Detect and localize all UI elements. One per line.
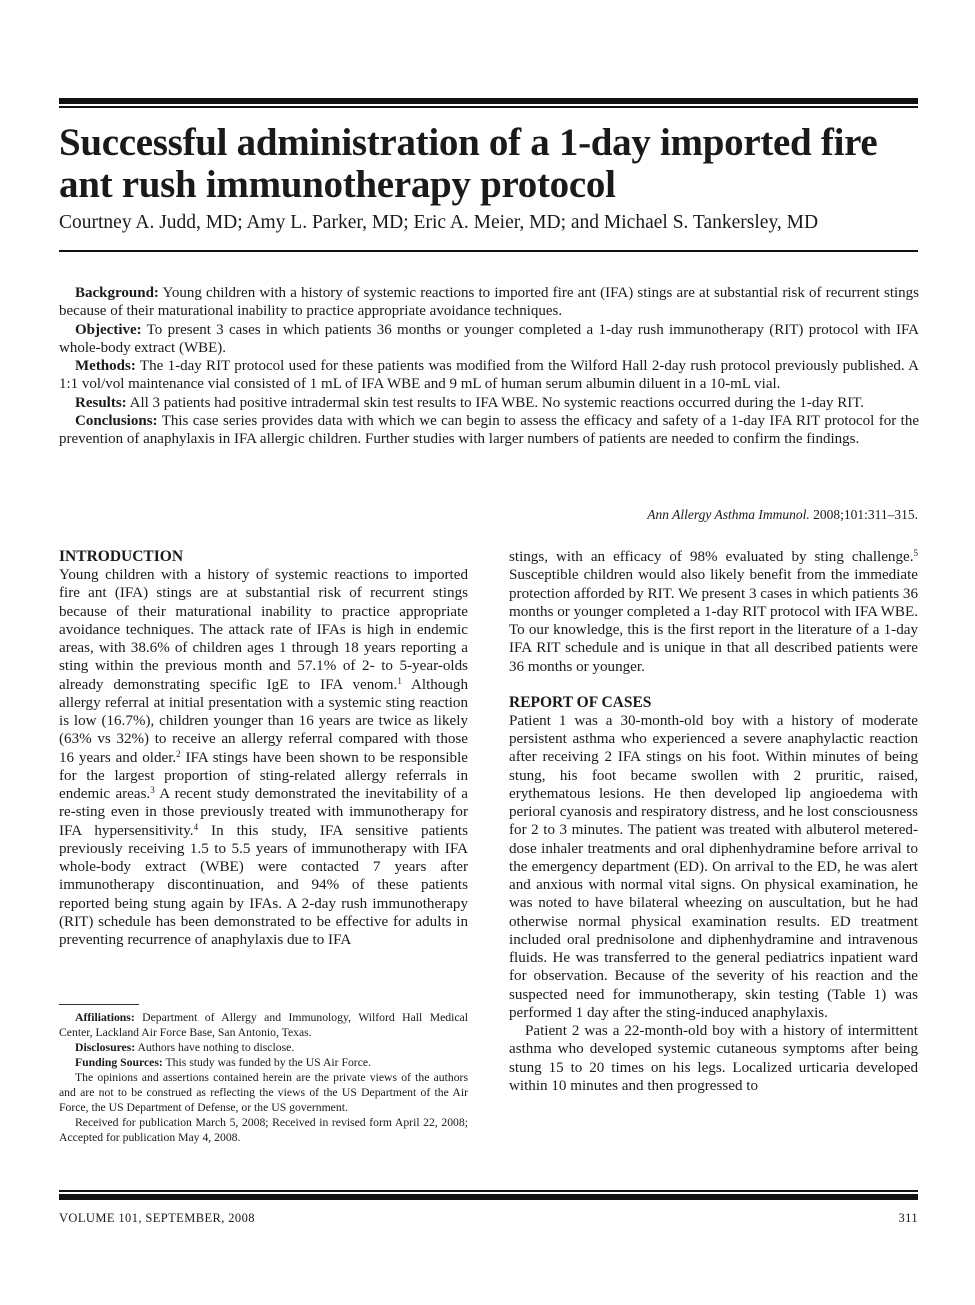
footnote-disclosures [59, 1040, 468, 1055]
page-number: 311 [898, 1211, 918, 1225]
abstract-results-label: Results: [75, 394, 127, 411]
reference-1: 1 [397, 675, 402, 686]
reference-2: 2 [176, 748, 181, 759]
abstract-results [59, 394, 919, 412]
abstract [59, 284, 919, 449]
abstract-methods-text: The 1-day RIT protocol used for these patients was modified from the Wilford Hall 2-day rush protocol previously published. A 1:1 vol/vol maintenance vial consisted of 1 mL of IFA WBE and 9 mL of human serum albumin diluent in a 10-mL vial. [59, 358, 919, 393]
footnote-affiliations [59, 1010, 468, 1040]
footnote-affiliations-label: Affiliations: [75, 1011, 135, 1024]
intro-text-c: IFA stings have been shown to be responsible for the largest proportion of sting-related allergy referrals in endemic areas. [59, 749, 468, 802]
abstract-conclusions-label: Conclusions: [75, 413, 158, 430]
intro-text-b: Although allergy referral at initial presentation with a systemic sting reaction is low (16.7%), children younger than 16 years are twice as likely (63% vs 32%) to receive an allergy referral compared with those 16 years and older. [59, 676, 468, 766]
footer-volume: VOLUME 101, SEPTEMBER, 2008 [59, 1211, 255, 1225]
top-rule-thick [59, 98, 918, 104]
bottom-rule-thin [59, 1190, 918, 1192]
citation [647, 506, 918, 524]
abstract-methods [59, 357, 919, 394]
right-column [509, 548, 918, 1095]
author-list: Courtney A. Judd, MD; Amy L. Parker, MD; Eric A. Meier, MD; and Michael S. Tankersley, MD [59, 212, 819, 233]
abstract-background-label: Background: [75, 285, 159, 301]
header-divider [59, 250, 918, 252]
bottom-rule-thick [59, 1194, 918, 1200]
case-patient-1: Patient 1 was a 30-month-old boy with a history of moderate persistent asthma who experienced a severe anaphylactic reaction after receiving 2 IFA stings on his foot. Within minutes of being stung, his foot became swollen with 2 pruritic, raised, erythematous lesions. He then developed lip angioedema with perioral cyanosis and respiratory distress, and he lost consciousness for 2 to 3 minutes. The patient was treated with albuterol metered-dose inhaler treatments and oral diphenhydramine before arrival to the emergency department (ED). On arrival to the ED, he was alert and anxious with normal vital signs. On physical examination, he was noted to have bilateral wheezing on auscultation, but he had otherwise normal physical examination results. ED treatment included oral prednisolone and diphenhydramine and intravenous fluids. He was transferred to the general pediatrics inpatient ward for observation. Because of the severity of his reaction and the suspected need for immunotherapy, skin testing (Table 1) was performed 1 day after the sting-induced anaphylaxis. [509, 712, 918, 1021]
footnote-funding-text: This study was funded by the US Air Force. [162, 1056, 371, 1069]
footnote-disclosures-label: Disclosures: [75, 1041, 136, 1054]
intro-text-a: Young children with a history of systemic reactions to imported fire ant (IFA) stings are at substantial risk of recurrent stings because of their maturational inability to practice appropriate avoidance techniques. The attack rate of IFAs is high in endemic areas, with 38.6% of children ages 1 through 18 years reporting a sting within the previous month and 57.1% of 2- to 5-year-olds already demonstrating specific IgE to IFA venom. [59, 567, 468, 693]
reference-4: 4 [193, 821, 199, 832]
footnote-affiliations-text: Department of Allergy and Immunology, Wilford Hall Medical Center, Lackland Air Force Base, San Antonio, Texas. [59, 1011, 468, 1039]
article-title: Successful administration of a 1-day imported fire ant rush immunotherapy protocol [59, 121, 878, 206]
abstract-objective-label: Objective: [75, 321, 142, 338]
abstract-methods-label: Methods: [75, 358, 136, 375]
citation-journal: Ann Allergy Asthma Immunol. [647, 507, 810, 522]
introduction-paragraph [59, 566, 468, 949]
abstract-background-text: Young children with a history of systemic reactions to imported fire ant (IFA) stings are at substantial risk of recurrent stings because of their maturational inability to practice appropriate avoidance techniques. [59, 285, 919, 320]
abstract-results-text: All 3 patients had positive intradermal skin test results to IFA WBE. No systemic reactions occurred during the 1-day RIT. [129, 394, 865, 411]
reference-3: 3 [150, 785, 155, 795]
footnote-opinions: The opinions and assertions contained herein are the private views of the authors and are not to be construed as reflecting the views of the US Department of the Air Force, the US Department of Defense, or the US government. [59, 1071, 468, 1114]
intro-text-d: A recent study demonstrated the inevitability of a re-sting even in those previously treated with immunotherapy for IFA hypersensitivity. [59, 786, 468, 839]
cases-heading: REPORT OF CASES [509, 693, 652, 711]
left-column [59, 548, 468, 949]
top-rule-thin [59, 106, 918, 108]
footnote-disclosures-text: Authors have nothing to disclose. [135, 1041, 295, 1054]
footnote-divider [59, 1004, 139, 1005]
footnotes [59, 1010, 468, 1145]
abstract-conclusions [59, 412, 919, 449]
intro-cont-text-a: stings, with an efficacy of 98% evaluated by sting challenge. [509, 549, 914, 565]
abstract-conclusions-text: This case series provides data with which we can begin to assess the efficacy and safety of a 1-day IFA RIT protocol for the prevention of anaphylaxis in IFA allergic children. Further studies with larger numbers of patients are needed to confirm the findings. [59, 413, 919, 448]
abstract-background [59, 284, 919, 321]
footnote-funding [59, 1055, 468, 1070]
case-patient-2: Patient 2 was a 22-month-old boy with a history of intermittent asthma who developed systemic cutaneous symptoms after being stung 15 to 20 times on his legs. Localized urticaria developed within 10 minutes and then progressed to [509, 1023, 918, 1094]
introduction-continuation [509, 548, 918, 676]
abstract-objective-text: To present 3 cases in which patients 36 months or younger completed a 1-day rush immunotherapy (RIT) protocol with IFA whole-body extract (WBE). [59, 321, 920, 356]
citation-volume-pages: 2008;101:311–315. [809, 507, 918, 522]
intro-text-e: In this study, IFA sensitive patients previously receiving 1.5 to 5.5 years of immunotherapy with IFA whole-body extract (WBE) were contacted 7 years after immunotherapy discontinuation, and 94% of these patients reported being stung again by IFAs. A 2-day rush immunotherapy (RIT) schedule has been demonstrated to be effective for adults in preventing recurrence of anaphylaxis due to IFA [59, 822, 468, 948]
footnote-funding-label: Funding Sources: [75, 1056, 163, 1069]
abstract-objective [59, 321, 919, 358]
footnote-received: Received for publication March 5, 2008; Received in revised form April 22, 2008; Accepted for publication May 4, 2008. [59, 1116, 468, 1144]
introduction-heading: INTRODUCTION [59, 548, 184, 565]
intro-cont-text-b: Susceptible children would also likely benefit from the immediate protection afforded by RIT. We present 3 cases in which patients 36 months or younger completed a 1-day RIT protocol with IFA WBE. To our knowledge, this is the first report in the literature of a 1-day IFA RIT schedule and is unique in that all described patients were 36 months or younger. [509, 567, 918, 675]
reference-5: 5 [913, 548, 918, 558]
